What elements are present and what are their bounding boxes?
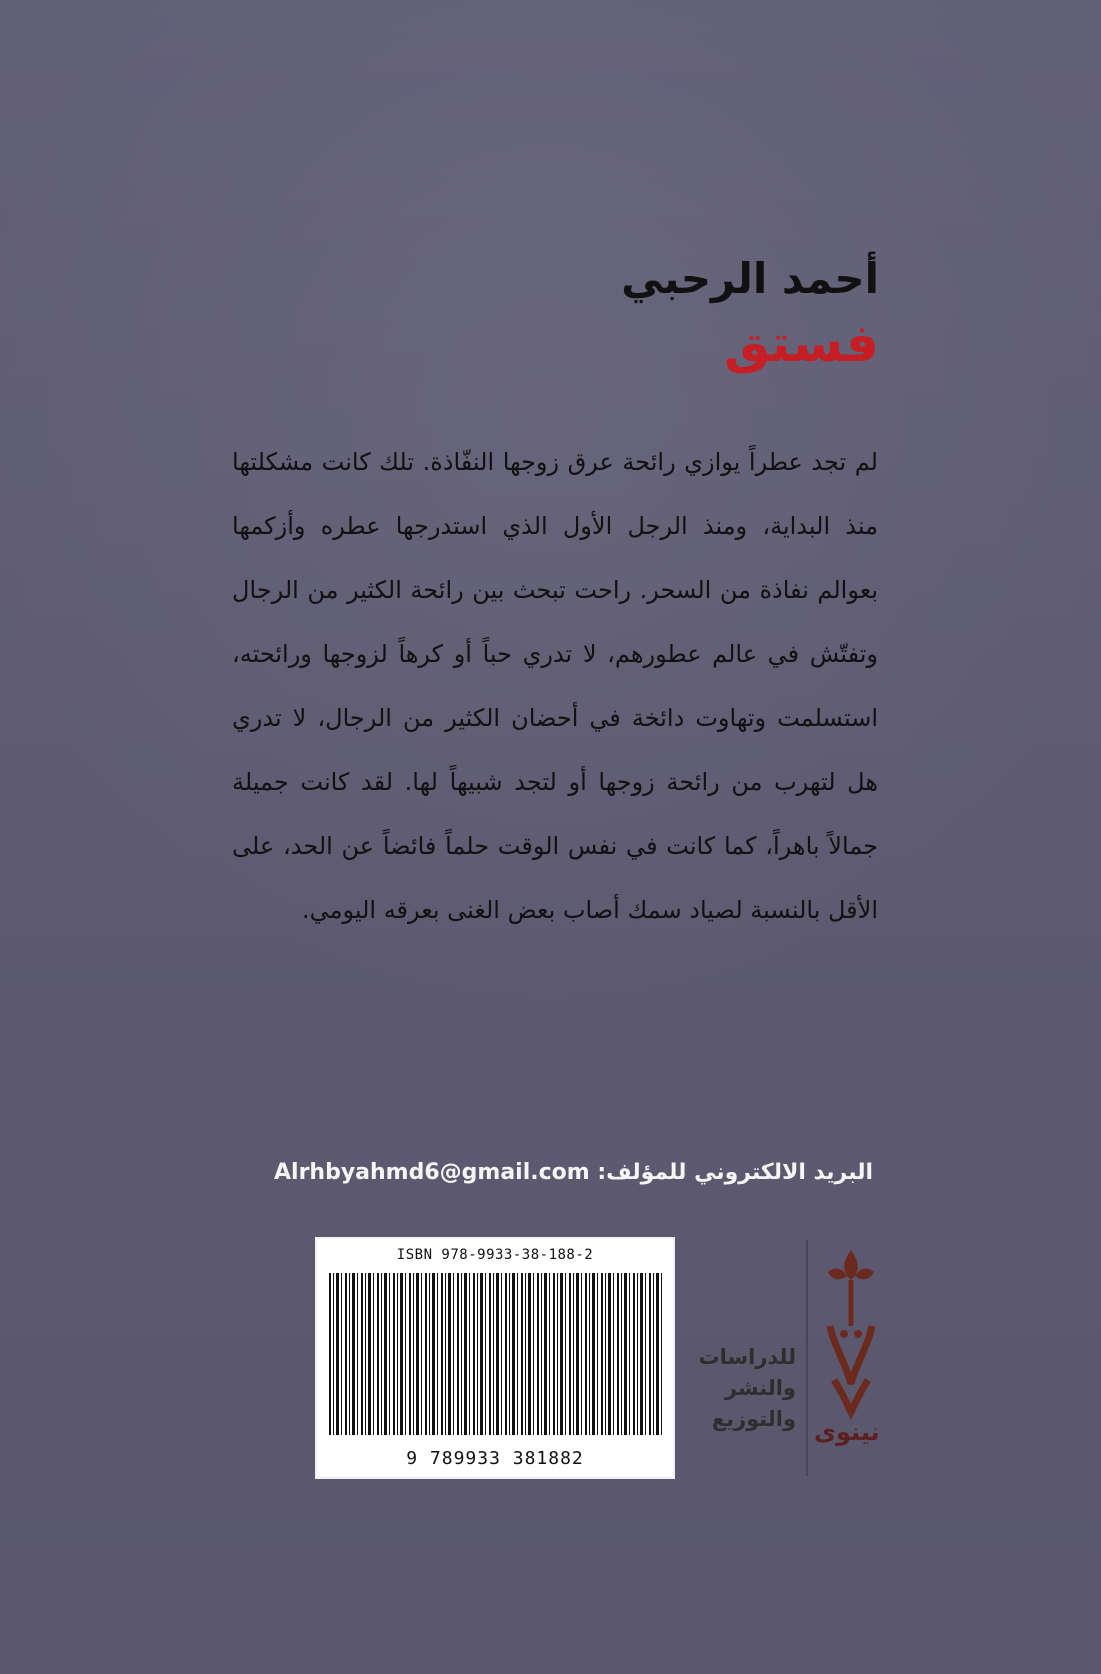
publisher-divider [806, 1240, 808, 1476]
author-name: أحمد الرحبي [621, 254, 879, 303]
isbn-label: ISBN 978-9933-38-188-2 [396, 1247, 594, 1263]
publisher-line-1: للدراسات [698, 1345, 796, 1369]
book-blurb [232, 430, 878, 942]
isbn-barcode [315, 1237, 675, 1479]
publisher-brand: نينوى [814, 1418, 880, 1446]
publisher-line-3: والتوزيع [711, 1407, 796, 1431]
author-email: البريد الالكتروني للمؤلف: Alrhbyahmd6@gmail.com [274, 1160, 873, 1185]
barcode-number: 9 789933 381882 [406, 1448, 584, 1469]
publisher-line-2: والنشر [724, 1376, 796, 1400]
book-title: فستق [723, 314, 879, 374]
publisher-block [640, 1240, 890, 1480]
blurb-text: لم تجد عطراً يوازي رائحة عرق زوجها النفّاذة. تلك كانت مشكلتها منذ البداية، ومنذ الرجل الأول الذي استدرجها عطره وأزكمها بعوالم نفاذة من السحر. راحت تبحث بين رائحة الكثير من الرجال وتفتّش في عالم عطورهم، لا تدري حباً أو كرهاً لزوجها ورائحته، استسلمت وتهاوت دائخة في أحضان الكثير من الرجال، لا تدري هل لتهرب من رائحة زوجها أو لتجد شبيهاً لها. لقد كانت جميلة جمالاً باهراً، كما كانت في نفس الوقت حلماً فائضاً عن الحد، على الأقل بالنسبة لصياد سمك أصاب بعض الغنى بعرقه اليومي. [232, 448, 878, 924]
barcode-bars [329, 1273, 665, 1435]
publisher-tagline [688, 1342, 796, 1435]
